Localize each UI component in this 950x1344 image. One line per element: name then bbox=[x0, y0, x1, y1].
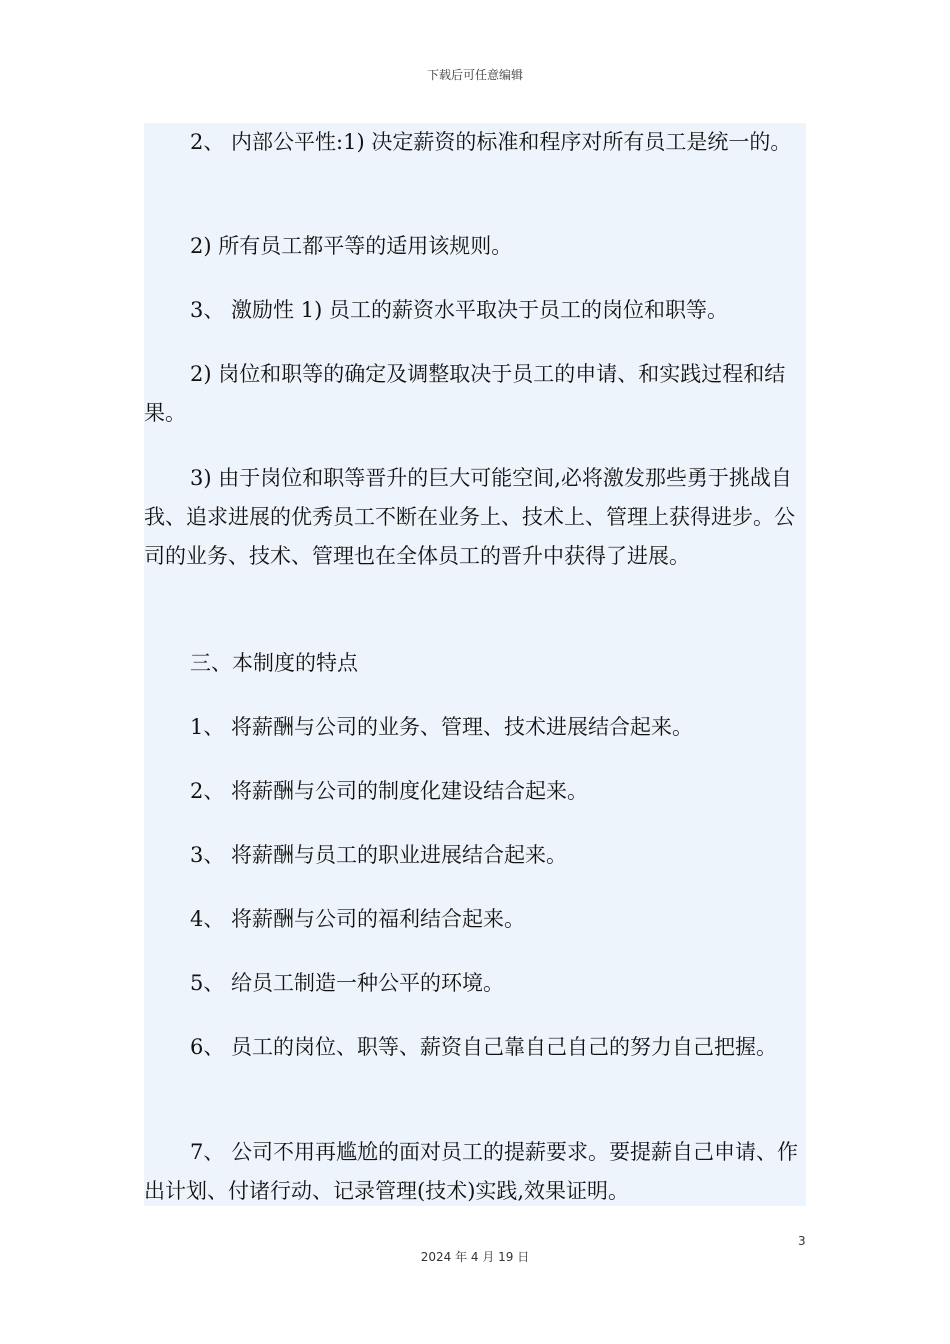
list-item-feature-2: 2、 将薪酬与公司的制度化建设结合起来。 bbox=[190, 779, 589, 803]
footer-date: 2024 年 4 月 19 日 bbox=[420, 1250, 530, 1264]
paragraph-incentive: 3、 激励性 1) 员工的薪资水平取决于员工的岗位和职等。 bbox=[190, 298, 728, 322]
paragraph-position-adjustment: 2) 岗位和职等的确定及调整取决于员工的申请、和实践过程和结果。 bbox=[144, 362, 786, 425]
paragraph-promotion-space: 3) 由于岗位和职等晋升的巨大可能空间,必将激发那些勇于挑战自我、追求进展的优秀员工不断在业务上、技术上、管理上获得进步。公司的业务、技术、管理也在全体员工的晋升中获得了进展。 bbox=[144, 466, 795, 568]
list-item-feature-6: 6、 员工的岗位、职等、薪资自己靠自己自己的努力自己把握。 bbox=[190, 1035, 778, 1059]
list-item-feature-7: 7、 公司不用再尴尬的面对员工的提薪要求。要提薪自己申请、作出计划、付诸行动、记录管理(技术)实践,效果证明。 bbox=[144, 1140, 799, 1203]
paragraph-internal-fairness: 2、 内部公平性:1) 决定薪资的标准和程序对所有员工是统一的。 bbox=[190, 130, 792, 154]
list-item-feature-3: 3、 将薪酬与员工的职业进展结合起来。 bbox=[190, 843, 568, 867]
page-header-note: 下载后可任意编辑 bbox=[426, 68, 523, 82]
list-item-feature-5: 5、 给员工制造一种公平的环境。 bbox=[190, 971, 505, 995]
paragraph-equal-rules: 2) 所有员工都平等的适用该规则。 bbox=[190, 234, 513, 258]
list-item-feature-1: 1、 将薪酬与公司的业务、管理、技术进展结合起来。 bbox=[190, 715, 694, 739]
document-body bbox=[144, 123, 806, 1206]
section-heading-features: 三、本制度的特点 bbox=[190, 651, 358, 675]
list-item-feature-4: 4、 将薪酬与公司的福利结合起来。 bbox=[190, 907, 526, 931]
page-number: 3 bbox=[798, 1234, 806, 1248]
